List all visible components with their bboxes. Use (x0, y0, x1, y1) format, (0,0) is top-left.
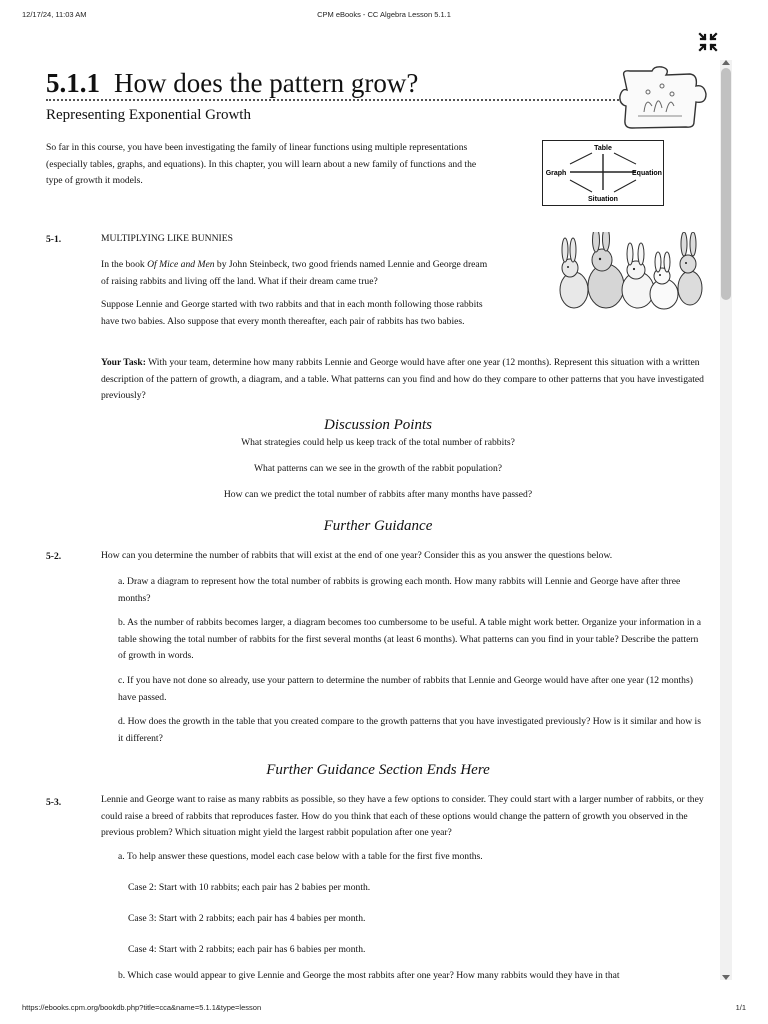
scrollbar-thumb[interactable] (721, 68, 731, 300)
diagram-label-equation: Equation (632, 170, 662, 177)
further-guidance-heading: Further Guidance (323, 518, 433, 534)
representation-web-diagram (542, 140, 664, 211)
scrollbar[interactable] (720, 60, 732, 980)
case-2: Case 2: Start with 10 rabbits; each pair has 2 babies per month. (128, 882, 371, 893)
lesson-subtitle: Representing Exponential Growth (46, 107, 251, 123)
problem-5-3-part-a: a. To help answer these questions, model each case below with a table for the first five months. (118, 851, 483, 862)
title-divider (46, 99, 626, 101)
task-text: With your team, determine how many rabbits Lennie and George would have after one year (12 months). Represent this situation with a written description of the pattern of growth, a diagram, and a table. What patterns can you find and how do they compare to other patterns that you have investigated previously? (101, 357, 704, 401)
lesson-number: 5.1.1 (46, 68, 100, 98)
problem-5-3-part-b: b. Which case would appear to give Lennie and George the most rabbits after one year? How many rabbits would they have in that (118, 970, 620, 981)
problem-5-2-part-d: d. How does the growth in the table that you created compare to the growth patterns that you have investigated previously? How is it similar and how is it different? (118, 716, 701, 744)
task-label: Your Task: (101, 357, 146, 368)
bunnies-illustration (546, 232, 706, 321)
print-header (0, 10, 768, 24)
lesson-title-text: How does the pattern grow? (114, 68, 419, 98)
case-4: Case 4: Start with 2 rabbits; each pair has 6 babies per month. (128, 944, 366, 955)
problem-5-1-para2: Suppose Lennie and George started with two rabbits and that in each month following those rabbits have two babies. Also suppose that every month thereafter, each pair of rabbits has two babies. (101, 299, 483, 327)
case-3: Case 3: Start with 2 rabbits; each pair has 4 babies per month. (128, 913, 366, 924)
problem-5-2-part-b: b. As the number of rabbits becomes larger, a diagram becomes too cumbersome to be useful. A table might work better. Organize your information in a table showing the total number of rabbits for the first several months (at least 6 months). What patterns can you find in your table? Describe the pattern of growth in words. (118, 617, 701, 661)
problem-5-1-task (101, 355, 713, 405)
p1-text-a: In the book (101, 259, 148, 270)
discussion-question-2: What patterns can we see in the growth of the rabbit population? (253, 463, 503, 474)
diagram-label-table: Table (594, 145, 612, 152)
puzzle-piece-icon (618, 66, 710, 139)
discussion-question-3: How can we predict the total number of rabbits after many months have passed? (223, 489, 533, 500)
discussion-question-1: What strategies could help us keep track of the total number of rabbits? (241, 437, 515, 448)
print-page-title: CPM eBooks - CC Algebra Lesson 5.1.1 (317, 10, 451, 19)
print-page-count: 1/1 (735, 1003, 746, 1012)
lesson-title (46, 68, 418, 99)
problem-5-2-part-a: a. Draw a diagram to represent how the total number of rabbits is growing each month. How many rabbits will Lennie and George have after three months? (118, 576, 681, 604)
problem-5-2-text: How can you determine the number of rabbits that will exist at the end of one year? Consider this as you answer the questions below. (101, 550, 613, 561)
diagram-label-graph: Graph (545, 170, 567, 177)
problem-5-2-part-c: c. If you have not done so already, use your pattern to determine the number of rabbits that Lennie and George would have after one year (12 months) have passed. (118, 675, 693, 703)
problem-number-5-3: 5-3. (46, 797, 62, 808)
collapse-icon[interactable] (698, 32, 718, 52)
scroll-up-icon[interactable] (722, 60, 730, 65)
p1-text-b: by John Steinbeck, two good friends named Lennie and George dream of raising rabbits and living off the land. What if their dream came true? (101, 259, 488, 287)
diagram-label-situation: Situation (588, 196, 618, 203)
problem-number-5-2: 5-2. (46, 551, 62, 562)
scroll-down-icon[interactable] (722, 975, 730, 980)
problem-5-1-title: MULTIPLYING LIKE BUNNIES (101, 233, 233, 244)
print-timestamp: 12/17/24, 11:03 AM (22, 10, 87, 19)
problem-5-3-text: Lennie and George want to raise as many rabbits as possible, so they have a few options to consider. They could start with a larger number of rabbits, or they could raise a breed of rabbits that reproduces faster. How do you think that each of these options would change the pattern of growth you observed in the previous problem? Which situation might yield the largest rabbit population after one year? (101, 794, 704, 838)
lesson-intro: So far in this course, you have been investigating the family of linear functions using multiple representations (especially tables, graphs, and equations). In this chapter, you will learn about a new family of functions and the type of growth it models. (46, 142, 477, 186)
problem-number-5-1: 5-1. (46, 234, 62, 245)
print-url: https://ebooks.cpm.org/bookdb.php?title=cca&name=5.1.1&type=lesson (22, 1003, 262, 1012)
book-title: Of Mice and Men (147, 259, 215, 270)
discussion-points-heading: Discussion Points (324, 417, 432, 433)
problem-5-1-para1 (101, 257, 491, 290)
further-guidance-end-heading: Further Guidance Section Ends Here (266, 762, 490, 778)
